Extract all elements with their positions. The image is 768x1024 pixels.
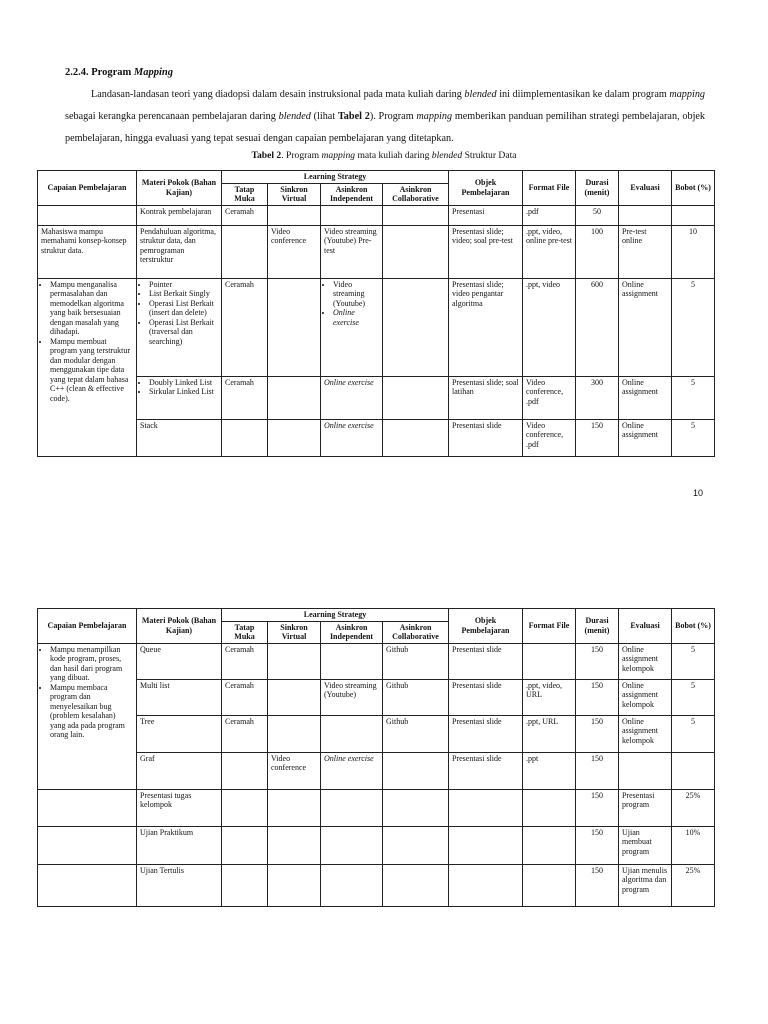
header-asinkron-collaborative: Asinkron Collaborative [383, 621, 449, 643]
cell-asinkron-col [383, 864, 449, 906]
section-heading [65, 67, 173, 78]
cell-durasi: 100 [576, 225, 619, 278]
section-number: 2.2.4. [65, 67, 89, 78]
cell-asinkron-col: Github [383, 679, 449, 715]
cell-bobot: 5 [672, 715, 715, 752]
cell-bobot: 5 [672, 679, 715, 715]
cell-evaluasi [619, 205, 672, 225]
cell-capaian [38, 826, 137, 864]
page-number: 10 [692, 488, 703, 498]
cell-bobot: 5 [672, 376, 715, 419]
cell-sinkron [268, 205, 321, 225]
cell-evaluasi: Online assignment [619, 376, 672, 419]
cell-bobot: 5 [672, 278, 715, 376]
cell-format: .ppt, video, online pre-test [523, 225, 576, 278]
header-asinkron-independent: Asinkron Independent [321, 621, 383, 643]
cell-asinkron-col [383, 376, 449, 419]
cell-tatap: Ceramah [222, 278, 268, 376]
materi-bullet: • Operasi List Berkait (insert dan delete) [149, 299, 218, 318]
cell-evaluasi: Ujian membuat program [619, 826, 672, 864]
cell-evaluasi: Pre-test online [619, 225, 672, 278]
cell-sinkron [268, 679, 321, 715]
cell-capaian [38, 864, 137, 906]
cell-tatap: Ceramah [222, 376, 268, 419]
cell-asinkron-col: Github [383, 715, 449, 752]
cell-asinkron-ind [321, 205, 383, 225]
cell-asinkron-col [383, 826, 449, 864]
cell-tatap [222, 864, 268, 906]
cell-asinkron-ind [321, 789, 383, 826]
cell-capaian: Mahasiswa mampu memahami konsep-konsep struktur data. [38, 225, 137, 278]
header-learning-strategy: Learning Strategy [222, 609, 449, 622]
cell-capaian [38, 789, 137, 826]
header-objek: Objek Pembelajaran [449, 609, 523, 644]
cell-durasi: 300 [576, 376, 619, 419]
materi-bullet: • List Berkait Singly [149, 289, 218, 299]
cell-tatap [222, 826, 268, 864]
table-row [38, 752, 715, 789]
cell-objek: Presentasi slide; video pengantar algoritma [449, 278, 523, 376]
capaian-bullet: • Mampu membuat program yang terstruktur dan modular dengan menggunakan tipe data yang tepat dalam bahasa C++ (clean & effective code). [50, 337, 133, 404]
cell-tatap [222, 419, 268, 456]
cell-format: .ppt, video [523, 278, 576, 376]
materi-bullet: • Sirkular Linked List [149, 387, 218, 397]
cell-sinkron: Video conference [268, 752, 321, 789]
capaian-bullet: • Mampu menampilkan kode program, proses, dan hasil dari program yang dibuat. [50, 645, 133, 683]
header-capaian: Capaian Pembelajaran [38, 171, 137, 206]
cell-materi: Kontrak pembelajaran [137, 205, 222, 225]
cell-objek: Presentasi slide; soal latihan [449, 376, 523, 419]
cell-durasi: 150 [576, 679, 619, 715]
cell-objek [449, 789, 523, 826]
header-format: Format File [523, 171, 576, 206]
cell-asinkron-ind [321, 864, 383, 906]
cell-tatap [222, 752, 268, 789]
cell-bobot: 10 [672, 225, 715, 278]
header-objek: Objek Pembelajaran [449, 171, 523, 206]
cell-durasi: 600 [576, 278, 619, 376]
cell-bobot [672, 752, 715, 789]
cell-evaluasi: Online assignment kelompok [619, 679, 672, 715]
capaian-bullet: • Mampu membaca program dan menyelesaikan bug (problem kesalahan) yang ada pada program orang lain. [50, 683, 133, 740]
cell-tatap: Ceramah [222, 205, 268, 225]
cell-materi: Queue [137, 643, 222, 679]
cell-materi: Graf [137, 752, 222, 789]
cell-materi: Multi list [137, 679, 222, 715]
cell-asinkron-col [383, 419, 449, 456]
cell-evaluasi [619, 752, 672, 789]
table-row [38, 826, 715, 864]
cell-asinkron-ind: Video streaming (Youtube) Pre-test [321, 225, 383, 278]
cell-asinkron-col: Github [383, 643, 449, 679]
cell-materi: Presentasi tugas kelompok [137, 789, 222, 826]
cell-asinkron-ind [321, 826, 383, 864]
table-row [38, 789, 715, 826]
cell-asinkron-ind [321, 278, 383, 376]
cell-materi: Pendahuluan algoritma, struktur data, dan pemrograman terstruktur [137, 225, 222, 278]
cell-format: Video conference, .pdf [523, 376, 576, 419]
cell-durasi: 150 [576, 864, 619, 906]
cell-durasi: 150 [576, 789, 619, 826]
header-tatap-muka: Tatap Muka [222, 183, 268, 205]
header-tatap-muka: Tatap Muka [222, 621, 268, 643]
table-row [38, 864, 715, 906]
header-evaluasi: Evaluasi [619, 171, 672, 206]
header-capaian: Capaian Pembelajaran [38, 609, 137, 644]
cell-durasi: 150 [576, 715, 619, 752]
cell-asinkron-col [383, 789, 449, 826]
cell-asinkron-ind: Video streaming (Youtube) [321, 679, 383, 715]
cell-bobot: 25% [672, 864, 715, 906]
cell-evaluasi: Online assignment [619, 278, 672, 376]
header-materi: Materi Pokok (Bahan Kajian) [137, 171, 222, 206]
cell-durasi: 150 [576, 643, 619, 679]
cell-bobot: 5 [672, 419, 715, 456]
cell-format: .ppt, URL [523, 715, 576, 752]
cell-evaluasi: Online assignment kelompok [619, 715, 672, 752]
header-learning-strategy: Learning Strategy [222, 171, 449, 184]
cell-format [523, 643, 576, 679]
cell-objek: Presentasi slide; video; soal pre-test [449, 225, 523, 278]
cell-asinkron-col [383, 752, 449, 789]
cell-capaian [38, 643, 137, 789]
header-evaluasi: Evaluasi [619, 609, 672, 644]
capaian-bullet: • Mampu menganalisa permasalahan dan memodelkan algoritma yang baik bersesuaian dengan masalah yang dihadapi. [50, 280, 133, 337]
header-durasi: Durasi (menit) [576, 171, 619, 206]
cell-format [523, 826, 576, 864]
cell-capaian [38, 205, 137, 225]
materi-bullet: • Operasi List Berkait (traversal dan searching) [149, 318, 218, 347]
asinkron-bullet: • Video streaming (Youtube) [333, 280, 379, 309]
cell-bobot: 10% [672, 826, 715, 864]
cell-sinkron [268, 419, 321, 456]
cell-sinkron [268, 826, 321, 864]
cell-sinkron [268, 864, 321, 906]
cell-asinkron-ind [321, 715, 383, 752]
header-bobot: Bobot (%) [672, 609, 715, 644]
cell-durasi: 150 [576, 419, 619, 456]
cell-objek: Presentasi [449, 205, 523, 225]
cell-objek [449, 826, 523, 864]
cell-evaluasi: Online assignment kelompok [619, 643, 672, 679]
cell-durasi: 150 [576, 752, 619, 789]
program-mapping-table-part1 [37, 170, 715, 457]
cell-objek: Presentasi slide [449, 679, 523, 715]
cell-materi [137, 278, 222, 376]
table-caption: Tabel 2. Program mapping mata kuliah daring blended Struktur Data [251, 150, 517, 161]
cell-asinkron-col [383, 278, 449, 376]
header-format: Format File [523, 609, 576, 644]
section-title-word: Program [91, 67, 132, 78]
header-asinkron-collaborative: Asinkron Collaborative [383, 183, 449, 205]
table-row [38, 419, 715, 456]
cell-format: .ppt [523, 752, 576, 789]
body-paragraph: Landasan-landasan teori yang diadopsi dalam desain instruksional pada mata kuliah daring blended ini diimplementasikan ke dalam program mapping sebagai kerangka perencanaan pembelajaran daring blended (lihat Tabel 2). Program mapping memberikan panduan pemilihan strategi pembelajaran, objek pembelajaran, hingga evaluasi yang tepat sesuai dengan capaian pembelajaran yang ditetapkan. [65, 89, 706, 144]
cell-capaian [38, 278, 137, 456]
cell-format: Video conference, .pdf [523, 419, 576, 456]
cell-asinkron-ind [321, 643, 383, 679]
program-mapping-table-part2 [37, 608, 715, 907]
cell-tatap: Ceramah [222, 715, 268, 752]
cell-objek: Presentasi slide [449, 419, 523, 456]
cell-objek: Presentasi slide [449, 643, 523, 679]
header-sinkron-virtual: Sinkron Virtual [268, 621, 321, 643]
cell-format [523, 864, 576, 906]
cell-sinkron [268, 376, 321, 419]
cell-objek: Presentasi slide [449, 715, 523, 752]
cell-bobot [672, 205, 715, 225]
cell-asinkron-col [383, 205, 449, 225]
table-row [38, 205, 715, 225]
cell-bobot: 5 [672, 643, 715, 679]
header-bobot: Bobot (%) [672, 171, 715, 206]
cell-format: .pdf [523, 205, 576, 225]
materi-bullet: • Pointer [149, 280, 218, 290]
cell-bobot: 25% [672, 789, 715, 826]
table-row [38, 643, 715, 679]
cell-materi: Tree [137, 715, 222, 752]
cell-asinkron-ind: Online exercise [321, 752, 383, 789]
cell-evaluasi: Ujian menulis algoritma dan program [619, 864, 672, 906]
cell-evaluasi: Online assignment [619, 419, 672, 456]
cell-materi: Stack [137, 419, 222, 456]
cell-objek: Presentasi slide [449, 752, 523, 789]
header-sinkron-virtual: Sinkron Virtual [268, 183, 321, 205]
table-row [38, 679, 715, 715]
cell-durasi: 50 [576, 205, 619, 225]
cell-durasi: 150 [576, 826, 619, 864]
cell-asinkron-ind: Online exercise [321, 376, 383, 419]
header-materi: Materi Pokok (Bahan Kajian) [137, 609, 222, 644]
cell-format: .ppt, video, URL [523, 679, 576, 715]
cell-sinkron [268, 789, 321, 826]
cell-format [523, 789, 576, 826]
header-asinkron-independent: Asinkron Independent [321, 183, 383, 205]
cell-sinkron [268, 643, 321, 679]
cell-materi: Ujian Praktikum [137, 826, 222, 864]
table-row [38, 715, 715, 752]
cell-tatap: Ceramah [222, 679, 268, 715]
asinkron-bullet: • Online exercise [333, 308, 379, 327]
cell-tatap [222, 789, 268, 826]
cell-materi [137, 376, 222, 419]
cell-tatap: Ceramah [222, 643, 268, 679]
cell-sinkron [268, 278, 321, 376]
cell-sinkron [268, 715, 321, 752]
cell-materi: Ujian Tertulis [137, 864, 222, 906]
materi-bullet: • Doubly Linked List [149, 378, 218, 388]
cell-asinkron-ind: Online exercise [321, 419, 383, 456]
cell-tatap [222, 225, 268, 278]
table-row [38, 376, 715, 419]
table-row [38, 278, 715, 376]
cell-sinkron: Video conference [268, 225, 321, 278]
section-title-italic: Mapping [133, 67, 174, 78]
header-durasi: Durasi (menit) [576, 609, 619, 644]
cell-asinkron-col [383, 225, 449, 278]
cell-evaluasi: Presentasi program [619, 789, 672, 826]
table-row [38, 225, 715, 278]
cell-objek [449, 864, 523, 906]
